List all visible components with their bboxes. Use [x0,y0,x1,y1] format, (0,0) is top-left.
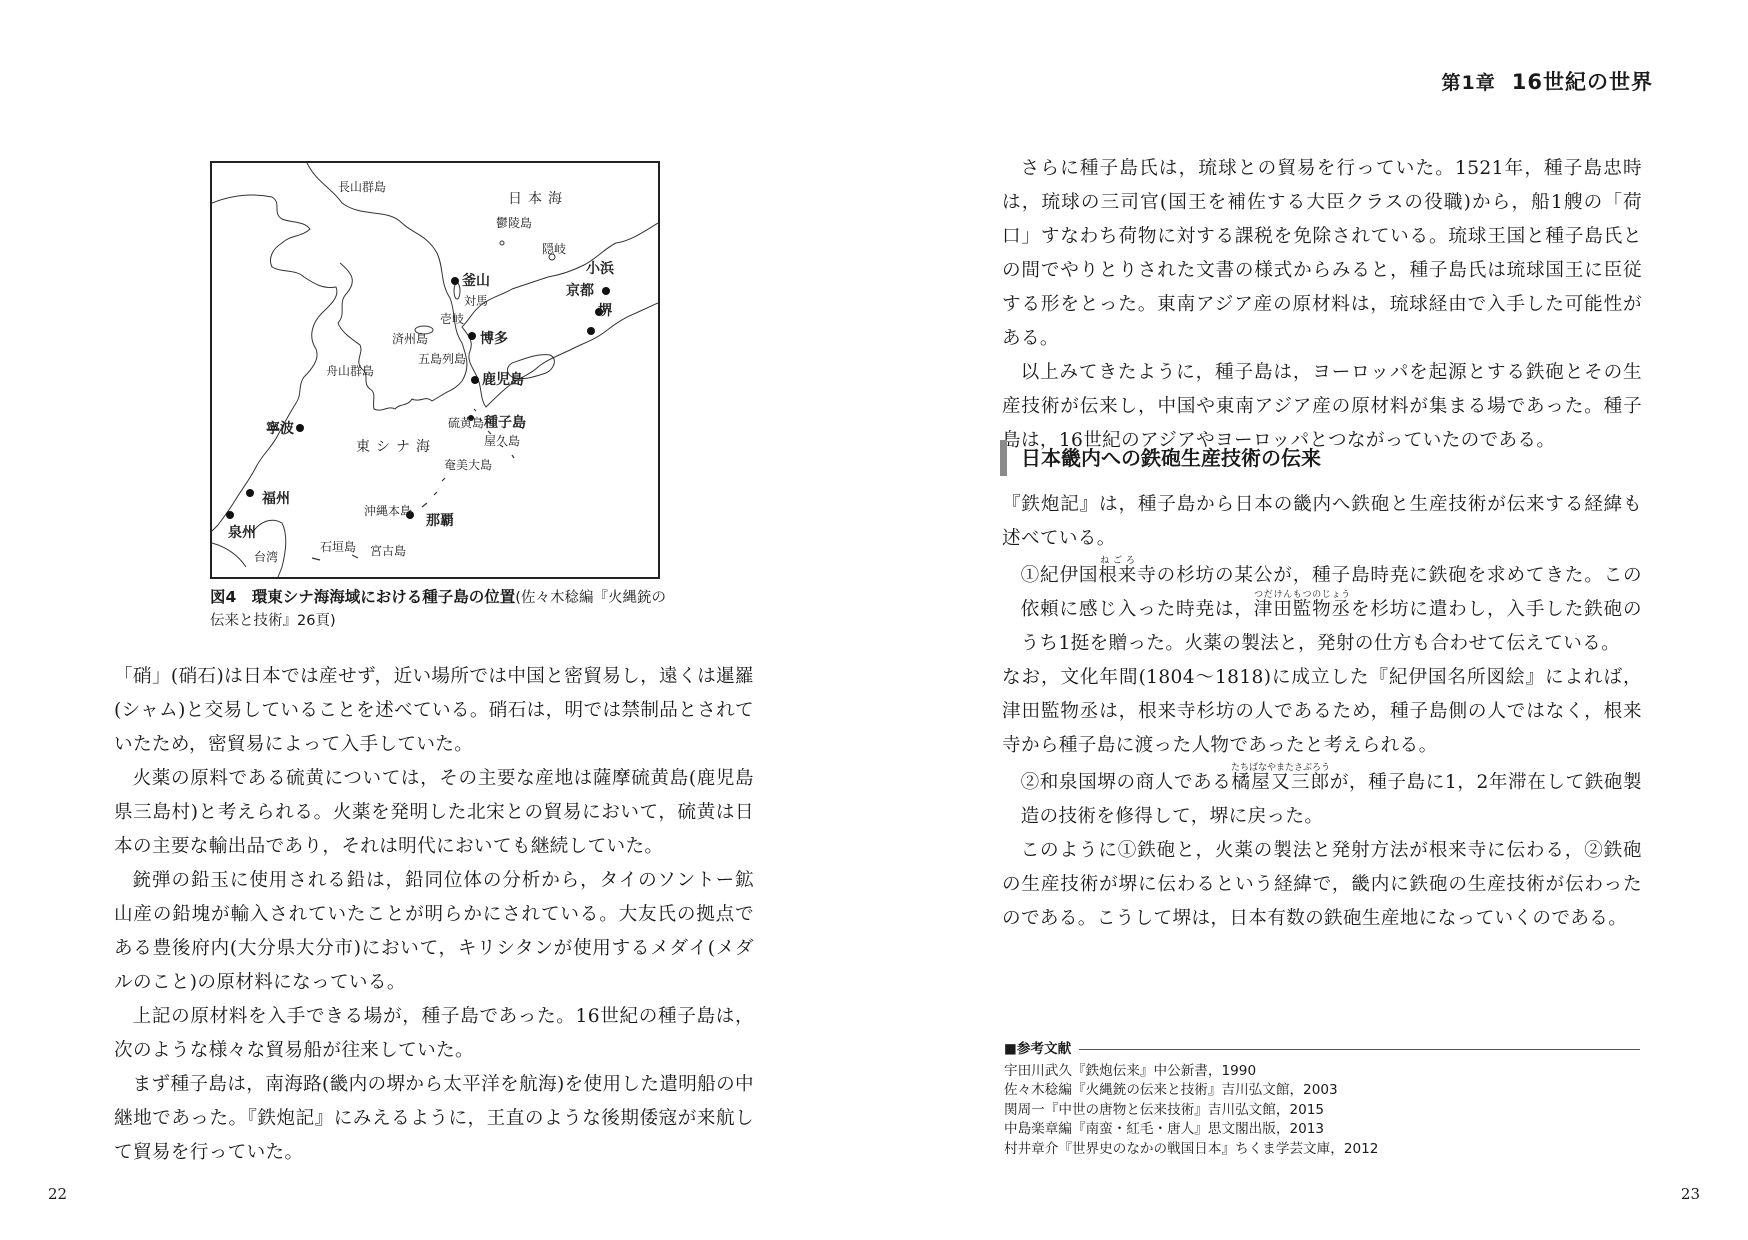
references-rule [1079,1049,1640,1050]
quote-text: 寺の杉坊の某公が，種子島時尭に鉄砲を求めてきた。この依頼に感じ入った時尭は， [1020,565,1643,620]
label-sea-of-japan: 日本海 [508,191,568,207]
reference-item: 佐々木稔編『火縄銃の伝来と技術』吉川弘文館，2003 [1004,1082,1338,1098]
right-body-text-lower [1002,488,1642,936]
tsushima-island [454,283,460,299]
ruby-tachibanaya [1231,763,1331,793]
label-sakai: 堺 [598,303,612,319]
label-obama: 小浜 [586,261,614,277]
label-yakushima: 屋久島 [484,434,521,448]
china-coastline [212,195,337,531]
paragraph: 以上みてきたように，種子島は，ヨーロッパを起源とする鉄砲とその生産技術が伝来し，中国や東南アジア産の原材料が集まる場であった。種子島は，16世紀のアジアやヨーロッパとつながっていたのである。 [1002,362,1642,451]
right-body-text-upper [1002,152,1642,458]
label-fuzhou: 福州 [262,491,290,507]
figure-caption [210,586,670,632]
paragraph: なお，文化年間(1804～1818)に成立した『紀伊国名所図絵』によれば，津田監物丞は，根来寺杉坊の人であるため，種子島側の人ではなく，根来寺から種子島に渡った人物であったと考えられる。 [1002,667,1642,756]
label-busan: 釜山 [462,273,490,289]
ryukyu-islands [312,409,514,560]
paragraph: 上記の原材料を入手できる場が，種子島であった。16世紀の種子島は，次のような様々な貿易船が往来していた。 [114,1006,754,1061]
label-zhoushan: 舟山群島 [326,364,375,378]
label-iki: 壱岐 [440,312,465,326]
label-east-china-sea: 東シナ海 [356,439,436,455]
label-tsushima: 対馬 [464,294,489,308]
ruby-reading: ねごろ [1098,556,1137,566]
label-iojima: 硫黄島 [448,416,485,430]
label-naha: 那覇 [426,513,454,529]
label-okinawa: 沖縄本島 [364,504,413,518]
caption-source: (佐々木稔編『火縄銃の伝来と技術』26頁) [210,590,666,629]
paragraph: まず種子島は，南海路(畿内の堺から太平洋を航海)を使用した遣明船の中継地であった。『鉄炮記』にみえるように，王直のような後期倭寇が来航して貿易を行っていた。 [114,1074,755,1163]
label-miyako: 宮古島 [370,544,407,558]
ruby-reading: たちばなやまたさぶろう [1231,763,1331,773]
ulleungdo-island [500,241,504,245]
quote-text: が，種子島に1，2年滞在して鉄砲製造の技術を修得して，堺に戻った。 [1020,772,1642,827]
quoted-passage-1 [1002,556,1642,661]
label-hakata: 博多 [480,331,508,347]
label-kyoto: 京都 [566,283,594,299]
reference-item: 村井章介『世界史のなかの戦国日本』ちくま学芸文庫，2012 [1004,1140,1379,1157]
paragraph: 「硝」(硝石)は日本では産せず，近い場所では中国と密貿易し，遠くは暹羅(シャム)と交易していることを述べている。硝石は，明では禁制品とされていたため，密貿易によって入手していた。 [114,666,754,755]
references [1004,1040,1640,1159]
quote-text: ①紀伊国 [1020,565,1099,586]
label-nagayama: 長山群島 [338,180,387,194]
label-goto: 五島列島 [418,352,467,366]
running-header [1442,66,1653,96]
paragraph: 銃弾の鉛玉に使用される鉛は，鉛同位体の分析から，タイのソントー鉱山産の鉛塊が輸入されていたことが明らかにされている。大友氏の拠点である豊後府内(大分県大分市)において，キリシタンが使用するメダイ(メダルのこと)の原材料になっている。 [114,870,754,993]
page-number-right: 23 [1680,1185,1700,1203]
paragraph: さらに種子島氏は，琉球との貿易を行っていた。1521年，種子島忠時は，琉球の三司官(国王を補佐する大臣クラスの役職)から，船1艘の「荷口」すなわち荷物に対する課税を免除されている。琉球王国と種子島氏との間でやりとりされた文書の様式からみると，種子島氏は琉球国王に臣従する形をとった。東南アジア産の原材料は，琉球経由で入手した可能性がある。 [1002,158,1642,349]
label-ulleungdo: 鬱陵島 [496,216,533,230]
label-amami: 奄美大島 [444,458,493,472]
ruby-base: 橘屋又三郎 [1231,772,1331,793]
east-china-sea-map [212,163,658,577]
label-ningbo: 寧波 [266,421,294,437]
caption-main: 図4 環東シナ海海域における種子島の位置 [210,588,516,606]
chapter-title: 16世紀の世界 [1511,70,1653,94]
label-kagoshima: 鹿児島 [482,372,524,388]
label-jeju: 済州島 [392,332,429,346]
reference-item: 関周一『中世の唐物と伝来技術』吉川弘文館，2015 [1004,1101,1325,1118]
quote-text: を杉坊に遣わし，入手した鉄砲のうち1挺を贈った。火薬の製法と，発射の仕方も合わせて伝えている。 [1020,599,1642,654]
reference-item: 中島楽章編『南蛮・紅毛・唐人』思文閣出版，2013 [1004,1121,1325,1137]
label-taiwan: 台湾 [254,550,279,564]
section-heading: 日本畿内への鉄砲生産技術の伝来 [1000,440,1640,476]
label-quanzhou: 泉州 [228,525,256,541]
ruby-reading: つだけんもつのじょう [1253,590,1351,600]
ruby-base: 根来 [1098,565,1138,586]
label-tanegashima: 種子島 [484,415,526,431]
references-list [1004,1062,1640,1160]
paragraph: このように①鉄砲と，火薬の製法と発射方法が根来寺に伝わる，②鉄砲の生産技術が堺に伝わるという経緯で，畿内に鉄砲の生産技術が伝わったのである。こうして堺は，日本有数の鉄砲生産地になっていくのである。 [1002,840,1642,929]
quote-text: ②和泉国堺の商人である [1020,772,1232,793]
left-body-text [114,660,754,1170]
ruby-negoro [1098,556,1138,586]
references-heading [1004,1040,1640,1060]
reference-item: 宇田川武久『鉄炮伝来』中公新書，1990 [1004,1062,1257,1079]
city-markers [226,277,610,519]
paragraph: 火薬の原料である硫黄については，その主要な産地は薩摩硫黄島(鹿児島県三島村)と考えられる。火薬を発明した北宋との貿易において，硫黄は日本の主要な輸出品であり，それは明代においても継続していた。 [114,768,754,857]
chapter-number: 第1章 [1441,72,1496,94]
map-figure [210,161,660,579]
ruby-base: 津田監物丞 [1253,599,1351,620]
quoted-passage-2 [1002,763,1642,834]
label-oki: 隠岐 [542,242,567,256]
label-ishigaki: 石垣島 [320,540,357,554]
page-number-left: 22 [48,1185,68,1203]
ruby-tsuda [1253,590,1351,620]
paragraph: 『鉄炮記』は，種子島から日本の畿内へ鉄砲と生産技術が伝来する経緯も述べている。 [1002,494,1642,549]
references-title: ■参考文献 [1004,1041,1072,1057]
